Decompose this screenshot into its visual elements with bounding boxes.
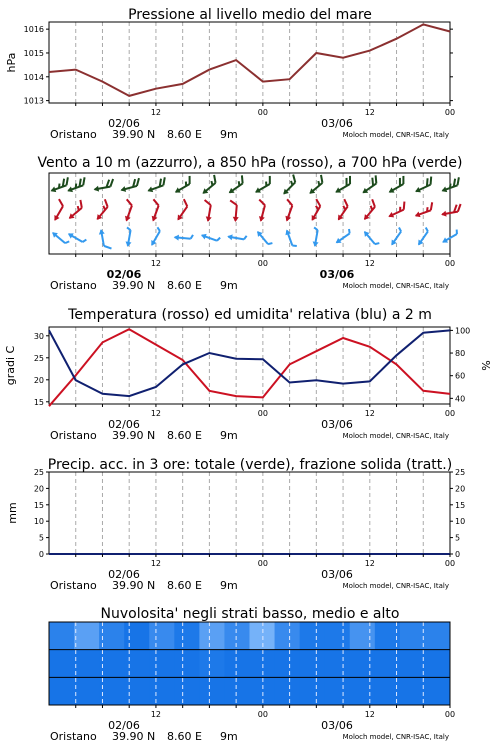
wind-10m-barb <box>98 228 111 250</box>
panel-1-frame <box>49 22 450 103</box>
wind-850-barb-head <box>232 217 238 223</box>
panel-1-title: Pressione al livello medio del mare <box>128 7 372 23</box>
cloud-cell-alto <box>174 622 200 650</box>
wind-10m-barb-half-feather <box>65 240 69 244</box>
panel-4-ytick-label-right: 15 <box>455 500 466 510</box>
panel-4-ylabel: mm <box>6 502 19 524</box>
panel-4-location-name: Oristano <box>50 579 97 592</box>
panel-5-time-label: 12 <box>150 710 162 719</box>
panel-4-ytick-label: 0 <box>38 550 44 559</box>
panel-5-location-lat: 39.90 N <box>112 730 156 743</box>
panel-5-time-label: 00 <box>257 710 268 719</box>
wind-700-barb-feather <box>161 177 167 185</box>
wind-700-barb-feather <box>400 176 407 184</box>
panel-4-ytick-label: 5 <box>38 533 44 543</box>
cloud-cell-basso <box>250 677 276 705</box>
cloud-cell-medio <box>49 650 75 678</box>
panel-5-title: Nuvolosita' negli strati basso, medio e alto <box>100 606 400 622</box>
cloud-cell-alto <box>325 622 351 650</box>
wind-10m-barb-head <box>227 233 233 240</box>
panel-5-date-label: 02/06 <box>108 719 140 732</box>
cloud-cell-basso <box>74 677 100 705</box>
cloud-cell-alto <box>224 622 250 650</box>
panel-1-ytick-label: 1015 <box>23 48 44 58</box>
cloud-cell-medio <box>199 650 225 678</box>
cloud-cell-medio <box>300 650 326 678</box>
panel-2-credit: Moloch model, CNR-ISAC, Italy <box>342 282 449 290</box>
panel-3-time-label: 12 <box>150 409 162 418</box>
wind-10m-barb-half-feather <box>268 242 272 246</box>
panel-4-time-label: 12 <box>150 559 162 568</box>
wind-10m-barb <box>362 229 380 248</box>
wind-700-barb-head <box>173 187 180 195</box>
cloud-cell-basso <box>124 677 150 705</box>
wind-850-barb <box>228 200 240 222</box>
wind-700-barb-feather <box>455 177 461 185</box>
wind-700-barb <box>145 177 168 194</box>
wind-10m-barb-half-feather <box>83 239 87 243</box>
panel-3-time-label: 00 <box>444 409 456 418</box>
wind-850-barb <box>359 199 380 222</box>
wind-700-barb-head <box>120 186 126 193</box>
wind-850-barb-head <box>258 216 265 222</box>
panel-3-ytick-label: 15 <box>33 397 44 407</box>
cloud-cell-basso <box>174 677 200 705</box>
panel-5-date-label: 03/06 <box>321 719 353 732</box>
wind-700-barb <box>48 177 71 194</box>
wind-850-barb <box>146 199 163 222</box>
panel-3-ytick2-label: 40 <box>455 394 466 404</box>
wind-850-barb-head <box>309 215 317 222</box>
wind-850-barb-feather <box>370 199 378 207</box>
wind-700-barb <box>225 175 248 195</box>
panel-1-ytick-label: 1016 <box>23 25 44 35</box>
wind-700-barb <box>332 176 355 195</box>
panel-1-time-label: 00 <box>444 108 456 117</box>
panel-2-location-elev: 9m <box>220 279 238 292</box>
wind-10m-barb-head <box>173 234 179 240</box>
wind-700-barb-feather <box>428 177 435 185</box>
cloud-cell-alto <box>149 622 175 650</box>
wind-10m-barb-half-feather <box>455 230 459 234</box>
panel-1-time-label: 12 <box>364 108 375 117</box>
panel-5-location-lon: 8.60 E <box>167 730 202 743</box>
panel-2-time-label: 00 <box>444 259 456 268</box>
panel-5-time-label: 12 <box>364 710 375 719</box>
cloud-cell-medio <box>74 650 100 678</box>
panel-2-date-label: 02/06 <box>106 268 142 281</box>
wind-850-barb-head <box>414 212 421 219</box>
panel-4-date-label: 02/06 <box>108 568 140 581</box>
cloud-cell-alto <box>350 622 376 650</box>
panel-3-location-lon: 8.60 E <box>167 429 202 442</box>
wind-10m-barb-head <box>200 232 207 239</box>
wind-850-barb <box>91 199 112 222</box>
panel-2-location-lat: 39.90 N <box>112 279 156 292</box>
panel-1-location-lat: 39.90 N <box>112 128 156 141</box>
panel-3-date-label: 03/06 <box>321 418 353 431</box>
cloud-cell-medio <box>400 650 426 678</box>
wind-10m-barb <box>200 231 220 244</box>
wind-10m-barb-head <box>149 240 157 247</box>
humidity-line <box>49 330 450 396</box>
panel-4-ytick-label: 10 <box>33 517 44 527</box>
wind-10m-barb-head <box>441 237 448 245</box>
cloud-cell-alto <box>275 622 301 650</box>
panel-2-location-name: Oristano <box>50 279 97 292</box>
panel-5-credit: Moloch model, CNR-ISAC, Italy <box>342 733 449 741</box>
wind-700-barb <box>358 175 381 195</box>
cloud-cell-basso <box>425 677 451 705</box>
wind-10m-barb-head <box>98 229 105 235</box>
panel-4-frame <box>49 472 450 554</box>
cloud-cell-basso <box>300 677 326 705</box>
panel-3-title: Temperatura (rosso) ed umidita' relativa (blu) a 2 m <box>68 307 432 323</box>
panel-2-time-label: 00 <box>257 259 268 268</box>
panel-3-location-elev: 9m <box>220 429 238 442</box>
panel-4-location-elev: 9m <box>220 579 238 592</box>
wind-700-barb <box>119 178 142 193</box>
wind-700-barb-head <box>387 187 394 195</box>
cloud-cell-medio <box>425 650 451 678</box>
wind-850-barb <box>332 199 352 222</box>
wind-10m-barb-half-feather <box>156 227 160 231</box>
wind-850-barb <box>254 200 269 223</box>
cloud-cell-medio <box>149 650 175 678</box>
panel-4-time-label: 12 <box>364 559 375 568</box>
panel-1-credit: Moloch model, CNR-ISAC, Italy <box>342 131 449 139</box>
panel-1-location-elev: 9m <box>220 128 238 141</box>
cloud-cell-basso <box>400 677 426 705</box>
panel-3-ytick-label: 30 <box>33 331 44 341</box>
wind-700-barb-head <box>50 187 57 194</box>
cloud-cell-medio <box>250 650 276 678</box>
cloud-cell-alto <box>250 622 276 650</box>
wind-700-barb-head <box>93 186 99 193</box>
wind-700-barb-head <box>254 187 261 195</box>
cloud-cell-basso <box>49 677 75 705</box>
panel-3-location-name: Oristano <box>50 429 97 442</box>
wind-700-barb <box>252 176 275 195</box>
cloud-cell-medio <box>275 650 301 678</box>
cloud-cell-alto <box>124 622 150 650</box>
wind-700-barb-feather <box>64 177 70 185</box>
panel-3-ylabel2: % <box>480 360 493 371</box>
cloud-cell-alto <box>400 622 426 650</box>
panel-2-date-label: 03/06 <box>319 268 355 281</box>
wind-700-barb <box>198 175 221 196</box>
wind-10m-barb-half-feather <box>191 235 193 239</box>
panel-3-ylabel: gradi C <box>4 345 17 386</box>
wind-700-barb <box>412 177 435 195</box>
wind-850-barb <box>280 199 297 222</box>
panel-1-time-label: 00 <box>257 108 268 117</box>
wind-850-barb <box>201 200 214 222</box>
wind-700-barb <box>385 176 408 195</box>
wind-700-barb <box>92 179 114 192</box>
wind-850-barb <box>172 199 192 222</box>
cloud-cell-alto <box>74 622 100 650</box>
panel-1-date-label: 03/06 <box>321 117 353 130</box>
cloud-cell-medio <box>124 650 150 678</box>
wind-10m-barb <box>173 233 193 242</box>
wind-850-barb <box>120 199 137 222</box>
panel-5-location-name: Oristano <box>50 730 97 743</box>
panel-4-ytick-label-right: 0 <box>455 550 461 559</box>
panel-4-ytick-label-right: 20 <box>455 484 466 494</box>
panel-3-time-label: 00 <box>257 409 268 418</box>
panel-1-location-name: Oristano <box>50 128 97 141</box>
panel-3-credit: Moloch model, CNR-ISAC, Italy <box>342 432 449 440</box>
wind-700-barb <box>278 175 300 197</box>
wind-850-barb-head <box>205 216 212 222</box>
cloud-cell-basso <box>350 677 376 705</box>
panel-4-credit: Moloch model, CNR-ISAC, Italy <box>342 582 449 590</box>
wind-850-barb <box>412 202 435 219</box>
wind-850-barb-head <box>441 211 447 218</box>
wind-10m-barb-half-feather <box>398 228 402 232</box>
panel-2-location-lon: 8.60 E <box>167 279 202 292</box>
cloud-cell-basso <box>149 677 175 705</box>
wind-700-barb-feather <box>81 177 87 185</box>
panel-4-title: Precip. acc. in 3 ore: totale (verde), frazione solida (tratt.) <box>47 457 453 473</box>
wind-10m-barb-head <box>312 241 319 247</box>
wind-850-barb <box>48 199 67 222</box>
cloud-cell-alto <box>199 622 225 650</box>
cloud-cell-medio <box>325 650 351 678</box>
panel-3-ytick2-label: 60 <box>455 371 466 381</box>
wind-10m-barb-head <box>125 241 132 247</box>
panel-3-ytick-label: 25 <box>33 353 44 363</box>
panel-4-ytick-label-right: 5 <box>455 533 461 543</box>
wind-700-barb-head <box>146 187 153 194</box>
panel-4-time-label: 00 <box>444 559 456 568</box>
cloud-cell-basso <box>224 677 250 705</box>
wind-700-barb-feather <box>266 176 273 184</box>
wind-10m-barb <box>50 229 69 247</box>
wind-700-barb-head <box>441 187 448 194</box>
panel-2-time-label: 12 <box>364 259 375 268</box>
wind-10m-barb-half-feather <box>244 235 247 239</box>
wind-10m-barb-half-feather <box>217 237 220 241</box>
wind-10m-barb <box>255 229 273 248</box>
panel-2-title: Vento a 10 m (azzurro), a 850 hPa (rosso), a 700 hPa (verde) <box>37 155 463 171</box>
cloud-cell-basso <box>325 677 351 705</box>
panel-4-ytick-label: 25 <box>33 468 44 477</box>
wind-700-barb-feather <box>347 176 354 184</box>
wind-850-barb-feather <box>428 202 434 210</box>
panel-1-time-label: 12 <box>150 108 162 117</box>
wind-700-barb-feather <box>186 176 193 184</box>
panel-1-ytick-label: 1013 <box>23 96 44 106</box>
cloud-cell-basso <box>199 677 225 705</box>
panel-4-location-lat: 39.90 N <box>112 579 156 592</box>
wind-700-barb-head <box>334 187 341 195</box>
wind-10m-barb <box>66 230 86 246</box>
wind-850-barb-feather <box>204 200 212 205</box>
panel-1-ylabel: hPa <box>5 52 18 73</box>
panel-5-time-label: 00 <box>444 710 456 719</box>
panel-3-date-label: 02/06 <box>108 418 140 431</box>
wind-850-barb-feather <box>102 199 110 207</box>
wind-850-barb-feather <box>314 199 322 206</box>
wind-700-barb-head <box>66 187 73 194</box>
wind-10m-barb <box>284 228 297 248</box>
wind-850-barb-feather <box>57 199 65 206</box>
panel-4-date-label: 03/06 <box>321 568 353 581</box>
wind-850-barb-head <box>52 215 60 222</box>
panel-2-time-label: 12 <box>150 259 162 268</box>
wind-10m-barb-half-feather <box>127 227 131 230</box>
panel-2-frame <box>49 173 450 254</box>
panel-4-ytick-label-right: 10 <box>455 517 466 527</box>
wind-10m-barb-head <box>66 231 73 239</box>
wind-700-barb <box>439 177 462 194</box>
wind-10m-barb <box>227 232 247 242</box>
wind-850-barb-feather <box>258 200 266 206</box>
wind-700-barb <box>305 175 328 196</box>
cloud-cell-alto <box>425 622 451 650</box>
panel-4-location-lon: 8.60 E <box>167 579 202 592</box>
cloud-cell-medio <box>224 650 250 678</box>
wind-700-barb <box>171 176 194 195</box>
cloud-cell-basso <box>275 677 301 705</box>
panel-1-date-label: 02/06 <box>108 117 140 130</box>
wind-850-barb-feather <box>401 202 408 210</box>
panel-1-location-lon: 8.60 E <box>167 128 202 141</box>
wind-10m-barb-half-feather <box>292 244 296 247</box>
panel-4-ytick-label: 15 <box>33 500 44 510</box>
wind-10m-barb-half-feather <box>375 242 379 246</box>
wind-10m-barb-half-feather <box>314 227 318 230</box>
wind-850-barb-head <box>387 212 394 220</box>
cloud-cell-medio <box>174 650 200 678</box>
panel-3-ytick2-label: 100 <box>455 326 471 336</box>
cloud-cell-alto <box>300 622 326 650</box>
panel-3-time-label: 12 <box>364 409 375 418</box>
wind-10m-barb-half-feather <box>425 228 429 232</box>
wind-10m-barb-half-feather <box>347 229 351 233</box>
panel-3-ytick2-label: 80 <box>455 349 466 359</box>
panel-5-location-elev: 9m <box>220 730 238 743</box>
pressure-line <box>49 24 450 96</box>
panel-4-ytick-label: 20 <box>33 484 44 494</box>
wind-700-barb-feather <box>135 178 141 186</box>
wind-10m-barb-feather <box>104 245 112 250</box>
panel-1-ytick-label: 1014 <box>23 72 44 82</box>
panel-3-location-lat: 39.90 N <box>112 429 156 442</box>
wind-850-barb <box>440 204 462 217</box>
panel-4-ytick-label-right: 25 <box>455 468 466 477</box>
wind-700-barb-head <box>414 187 421 195</box>
wind-850-barb <box>306 199 325 222</box>
cloud-cell-medio <box>350 650 376 678</box>
panel-4-time-label: 00 <box>257 559 268 568</box>
cloud-cell-alto <box>49 622 75 650</box>
panel-3-ytick-label: 20 <box>33 375 44 385</box>
